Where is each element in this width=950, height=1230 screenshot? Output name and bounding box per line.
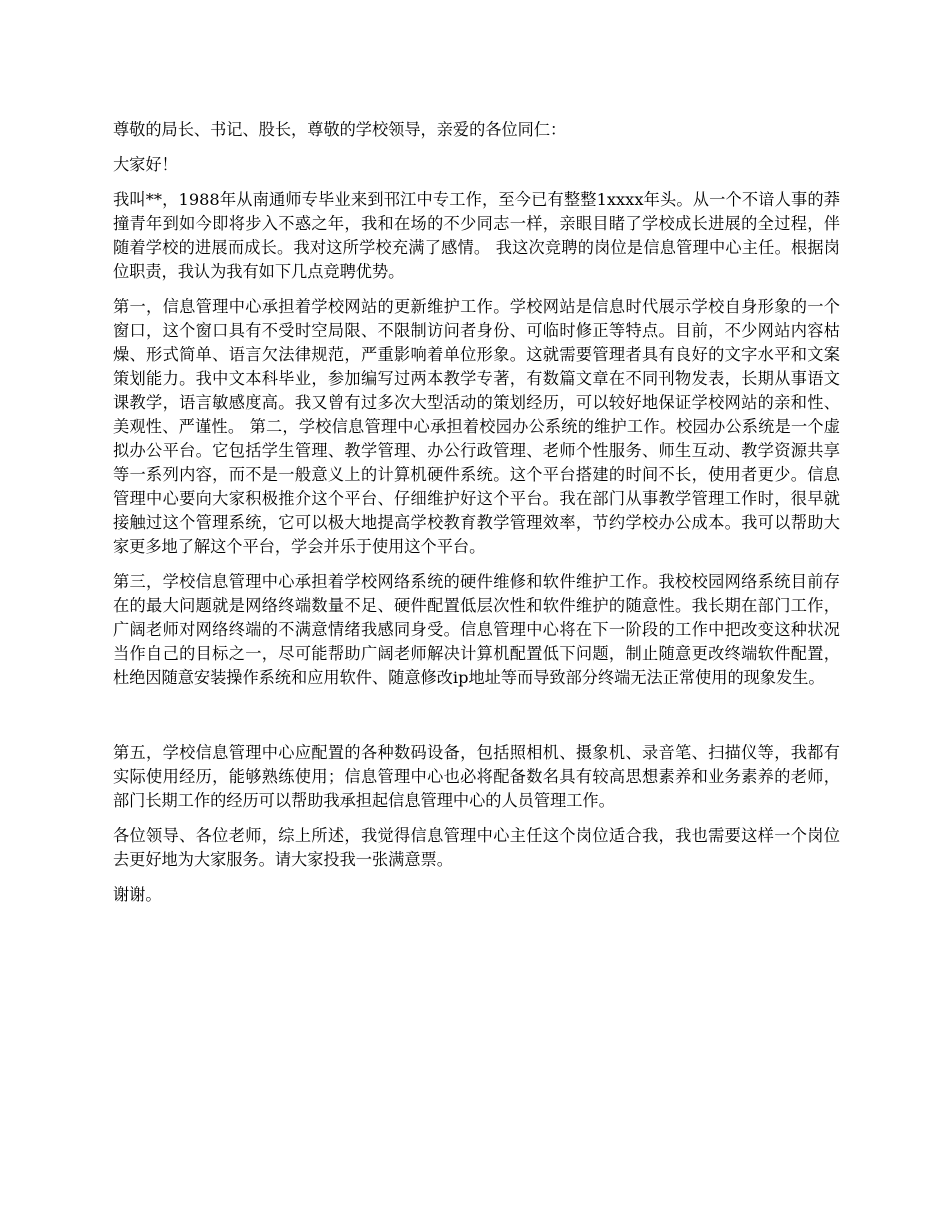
third-point-paragraph: 第三，学校信息管理中心承担着学校网络系统的硬件维修和软件维护工作。我校校园网络系统目前存在的最大问题就是网络终端数量不足、硬件配置低层次性和软件维护的随意性。我长期在部门工作，广阔老师对网络终端的不满意情绪我感同身受。信息管理中心将在下一阶段的工作中把改变这种状况当作自己的目标之一，尽可能帮助广阔老师解决计算机配置低下问题，制止随意更改终端软件配置，杜绝因随意安装操作系统和应用软件、随意修改ip地址等而导致部分终端无法正常使用的现象发生。 [113,572,840,687]
conclusion-paragraph: 各位领导、各位老师，综上所述，我觉得信息管理中心主任这个岗位适合我，我也需要这样一个岗位去更好地为大家服务。请大家投我一张满意票。 [113,826,840,869]
first-second-points-paragraph: 第一，信息管理中心承担着学校网站的更新维护工作。学校网站是信息时代展示学校自身形象的一个窗口，这个窗口具有不受时空局限、不限制访问者身份、可临时修正等特点。目前，不少网站内容枯燥、形式简单、语言欠法律规范，严重影响着单位形象。这就需要管理者具有良好的文字水平和文案策划能力。我中文本科毕业，参加编写过两本教学专著，有数篇文章在不同刊物发表，长期从事语文课教学，语言敏感度高。我又曾有过多次大型活动的策划经历，可以较好地保证学校网站的亲和性、美观性、严谨性。 第二，学校信息管理中心承担着校园办公系统的维护工作。校园办公系统是一个虚拟办公平台。它包括学生管理、教学管理、办公行政管理、老师个性服务、师生互动、教学资源共享等一系列内容，而不是一般意义上的计算机硬件系统。这个平台搭建的时间不长，使用者更少。信息管理中心要向大家积极推介这个平台、仔细维护好这个平台。我在部门从事教学管理工作时，很早就接触过这个管理系统，它可以极大地提高学校教育教学管理效率，节约学校办公成本。我可以帮助大家更多地了解这个平台，学会并乐于使用这个平台。 [113,297,840,556]
closing-line: 谢谢。 [113,885,162,904]
fifth-point-paragraph: 第五，学校信息管理中心应配置的各种数码设备，包括照相机、摄象机、录音笔、扫描仪等，我都有实际使用经历，能够熟练使用；信息管理中心也必将配备数名具有较高思想素养和业务素养的老师，部门长期工作的经历可以帮助我承担起信息管理中心的人员管理工作。 [113,743,840,810]
hello-line: 大家好！ [113,155,178,174]
intro-paragraph: 我叫**，1988年从南通师专毕业来到邗江中专工作，至今已有整整1xxxx年头。从一个不谙人事的莽撞青年到如今即将步入不惑之年，我和在场的不少同志一样，亲眼目睹了学校成长进展的全过程，伴随着学校的进展而成长。我对这所学校充满了感情。 我这次竞聘的岗位是信息管理中心主任。根据岗位职责，我认为我有如下几点竞聘优势。 [113,190,840,281]
blank-gap [113,701,840,741]
greeting-line: 尊敬的局长、书记、股长，尊敬的学校领导，亲爱的各位同仁： [113,120,567,139]
document-body [113,118,840,918]
